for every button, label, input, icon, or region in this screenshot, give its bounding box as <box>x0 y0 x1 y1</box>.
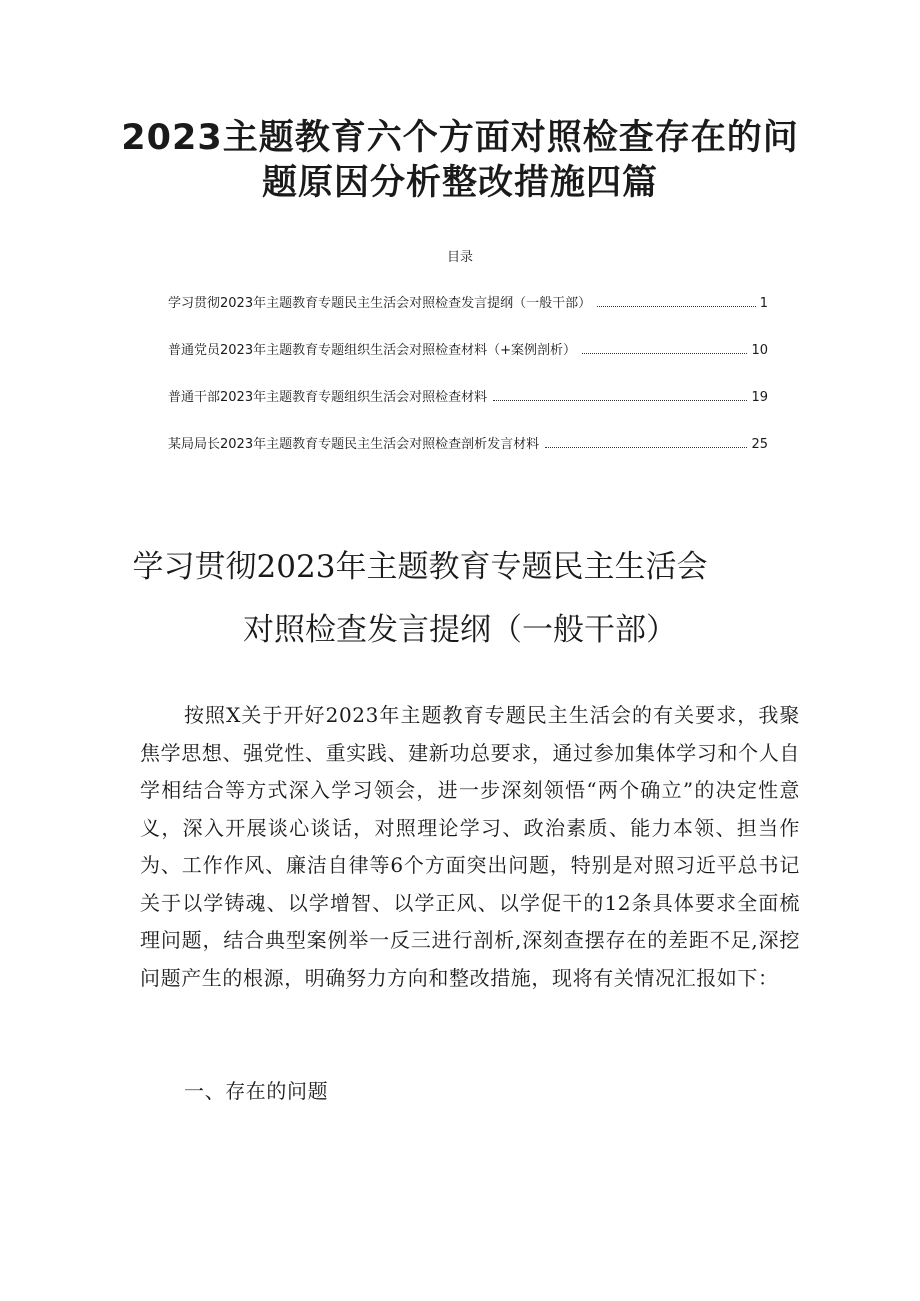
toc-dot-leader <box>582 353 747 354</box>
body-paragraph: 按照X关于开好2023年主题教育专题民主生活会的有关要求，我聚焦学思想、强党性、重实践、建新功总要求，通过参加集体学习和个人自学相结合等方式深入学习领会，进一步深刻领悟“两个确立”的决定性意义，深入开展谈心谈话，对照理论学习、政治素质、能力本领、担当作为、工作作风、廉洁自律等6个方面突出问题，特别是对照习近平总书记关于以学铸魂、以学增智、以学正风、以学促干的12条具体要求全面梳理问题，结合典型案例举一反三进行剖析,深刻查摆存在的差距不足,深挖问题产生的根源，明确努力方向和整改措施，现将有关情况汇报如下： <box>140 703 800 990</box>
section-subheading: 一、存在的问题 <box>184 1079 329 1103</box>
toc-entry[interactable] <box>168 292 768 339</box>
toc-dot-leader <box>545 447 747 448</box>
toc-dot-leader <box>597 306 756 307</box>
toc-entry-title[interactable]: 某局局长2023年主题教育专题民主生活会对照检查剖析发言材料 <box>168 437 540 452</box>
toc-entry-title[interactable]: 学习贯彻2023年主题教育专题民主生活会对照检查发言提纲（一般干部） <box>168 296 592 311</box>
toc-entry-title[interactable]: 普通干部2023年主题教育专题组织生活会对照检查材料 <box>168 390 488 405</box>
toc-entry[interactable] <box>168 339 768 386</box>
toc-entry-page[interactable]: 1 <box>759 296 768 311</box>
document-title-line-2: 题原因分析整改措施四篇 <box>261 163 658 203</box>
toc-entry[interactable] <box>168 433 768 480</box>
section-title-line-1: 学习贯彻2023年主题教育专题民主生活会 <box>132 549 708 585</box>
toc-entry[interactable] <box>168 386 768 433</box>
toc-entry-page[interactable]: 10 <box>751 343 768 358</box>
section-title-line-2: 对照检查发言提纲（一般干部） <box>243 612 677 648</box>
toc-entry-title[interactable]: 普通党员2023年主题教育专题组织生活会对照检查材料（+案例剖析） <box>168 343 576 358</box>
toc-dot-leader <box>493 400 747 401</box>
toc-heading: 目录 <box>446 250 473 265</box>
table-of-contents <box>168 292 768 480</box>
toc-entry-page[interactable]: 25 <box>751 437 768 452</box>
document-title-line-1: 2023主题教育六个方面对照检查存在的问 <box>121 118 799 158</box>
toc-entry-page[interactable]: 19 <box>751 390 768 405</box>
